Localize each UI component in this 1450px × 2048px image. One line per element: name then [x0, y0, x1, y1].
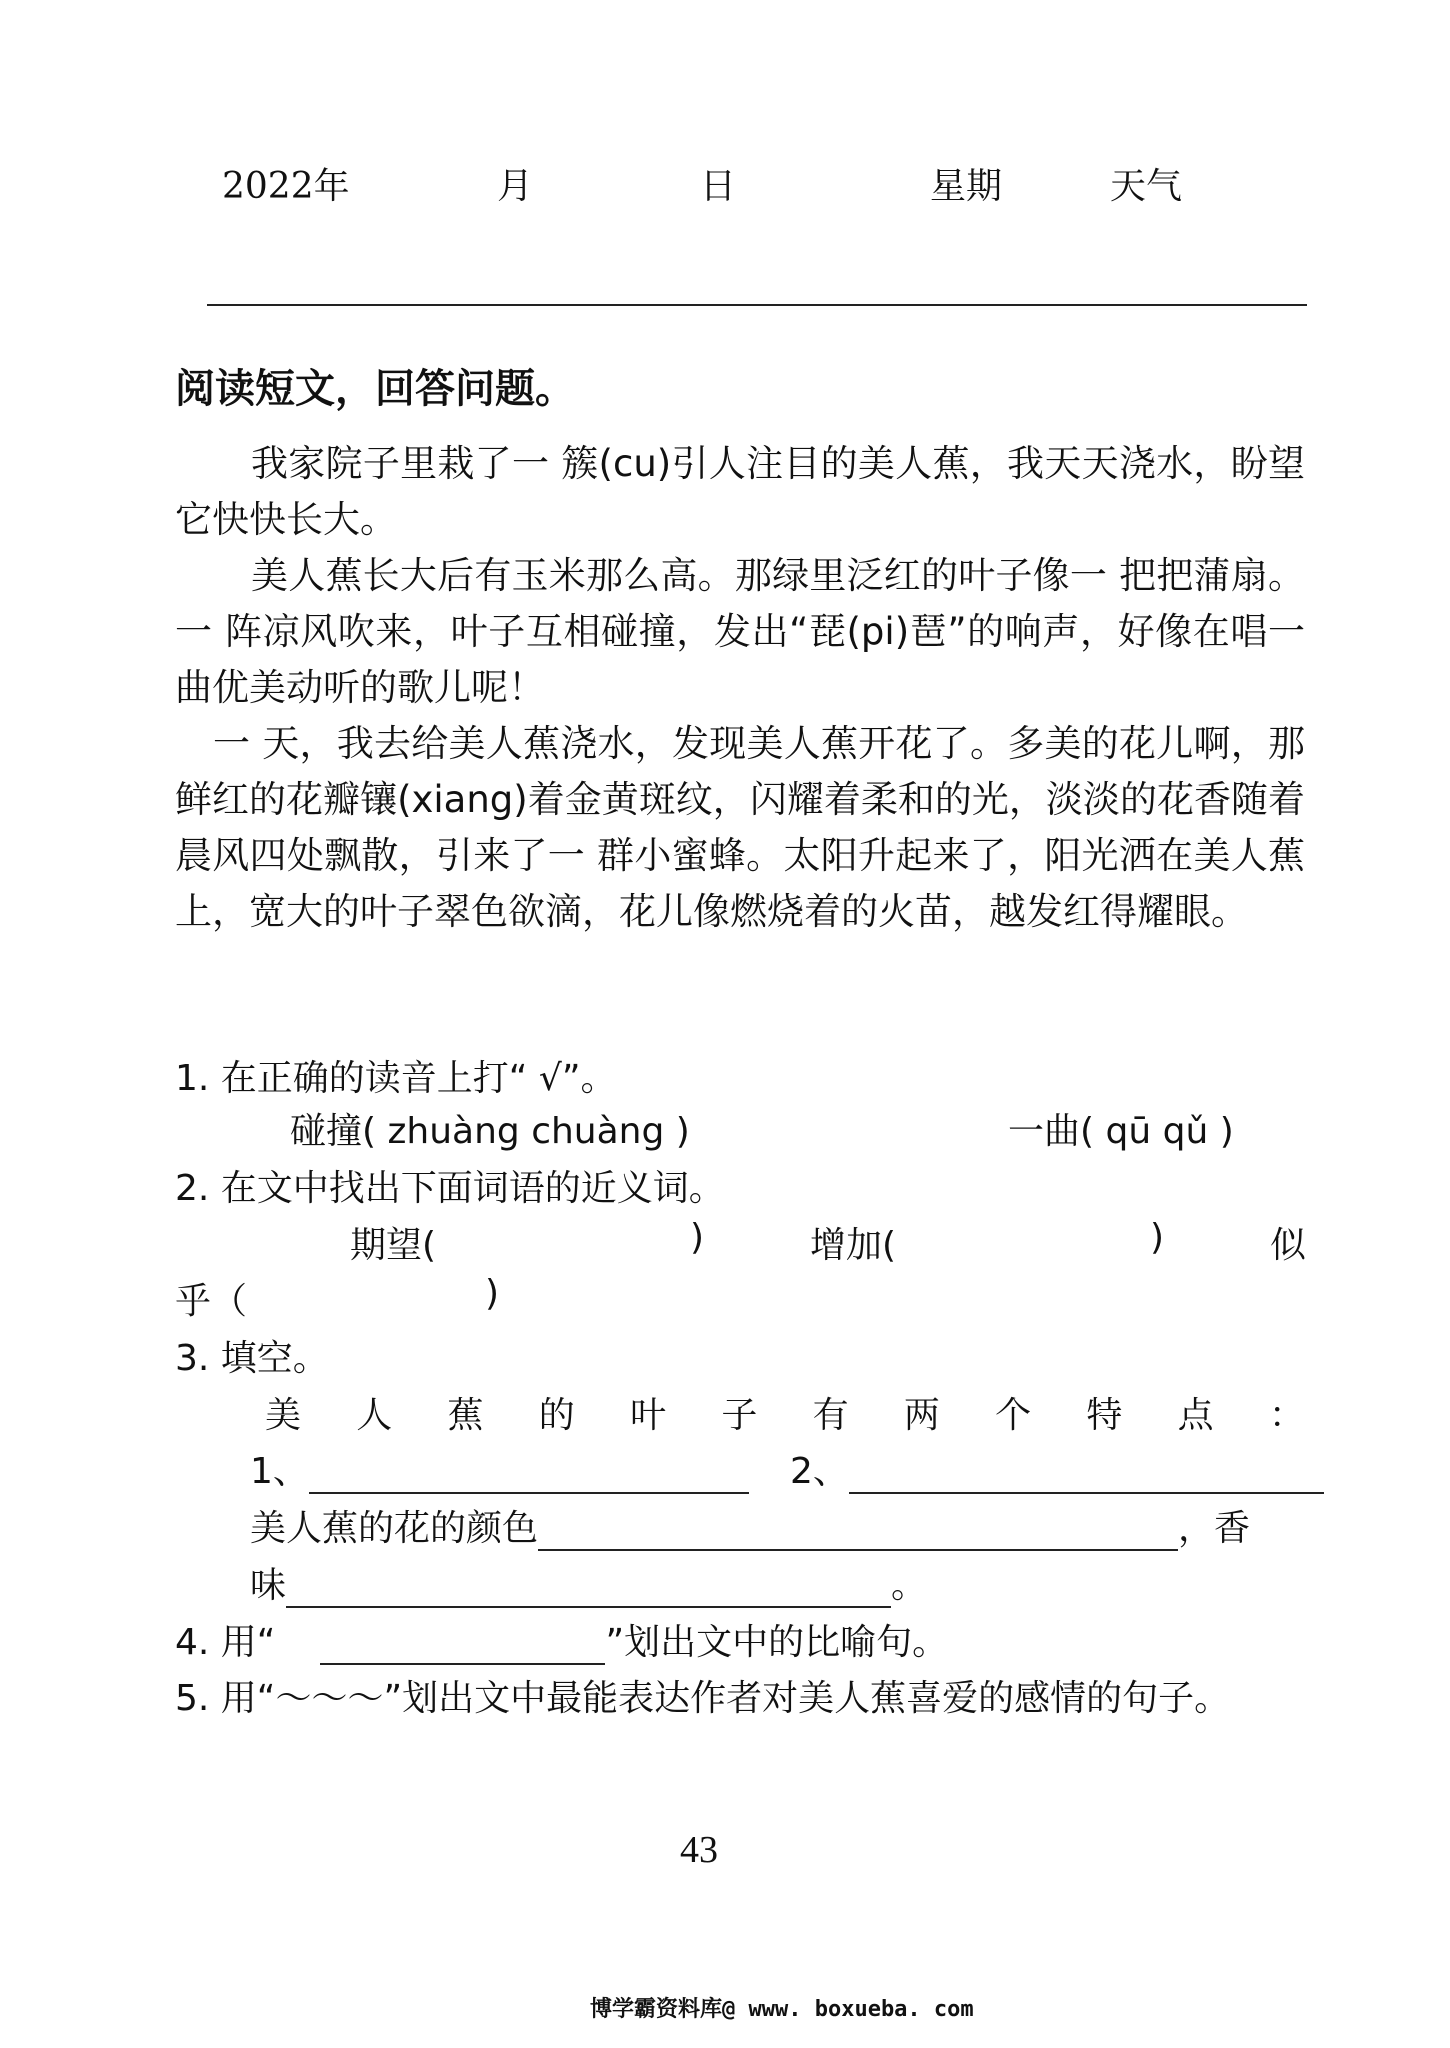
question-4-prefix: 4. 用“ [175, 1622, 276, 1663]
question-2-word-d: 乎（ [175, 1281, 248, 1322]
char: 的 [538, 1395, 575, 1436]
underline-sample [320, 1623, 605, 1665]
question-1: 1. 在正确的读音上打“ √”。 [175, 1058, 617, 1099]
char: 人 [356, 1395, 393, 1436]
smell-end: 。 [891, 1565, 928, 1606]
header-month: 月 [497, 166, 534, 207]
question-3-item-2 [790, 1443, 1324, 1494]
answer-blank-1[interactable] [309, 1452, 749, 1494]
char: 点 [1177, 1395, 1214, 1436]
char: 特 [1086, 1395, 1123, 1436]
char: 子 [721, 1395, 758, 1436]
question-2-close-a: ) [690, 1217, 705, 1258]
footer-watermark: 博学霸资料库@ www. boxueba. com [590, 1997, 974, 2022]
question-1-option-a: 碰撞( zhuàng chuàng ) [290, 1111, 690, 1152]
header-weather: 天气 [1110, 166, 1183, 207]
question-4 [175, 1614, 948, 1665]
answer-blank-smell[interactable] [286, 1566, 891, 1608]
answer-blank-color[interactable] [538, 1509, 1178, 1551]
header-divider [207, 304, 1307, 306]
char: 蕉 [447, 1395, 484, 1436]
item-1-label: 1、 [250, 1451, 309, 1492]
header-day: 日 [700, 166, 737, 207]
smell-label: 味 [250, 1565, 287, 1606]
question-2-word-a: 期望( [350, 1225, 437, 1266]
header-weekday: 星期 [930, 166, 1003, 207]
question-5: 5. 用“～～～”划出文中最能表达作者对美人蕉喜爱的感情的句子。 [175, 1678, 1231, 1719]
question-2-word-c: 似 [1270, 1225, 1307, 1266]
passage-paragraph-3: 一 天，我去给美人蕉浇水，发现美人蕉开花了。多美的花儿啊，那鲜红的花瓣镶(xiang)着金黄斑纹，闪耀着柔和的光，淡淡的花香随着晨风四处飘散，引来了一 群小蜜蜂。太阳升起来了，阳光洒在美人蕉上，宽大的叶子翠色欲滴，花儿像燃烧着的火苗，越发红得耀眼。 [175, 722, 1305, 933]
char: 美 [265, 1395, 302, 1436]
question-2: 2. 在文中找出下面词语的近义词。 [175, 1168, 725, 1209]
question-4-suffix: ”划出文中的比喻句。 [605, 1622, 949, 1663]
question-3-item-1 [250, 1443, 749, 1494]
question-3-leaf-line [265, 1387, 1305, 1438]
page-number: 43 [680, 1829, 718, 1871]
item-2-label: 2、 [790, 1451, 849, 1492]
question-3-smell-line [250, 1557, 927, 1608]
char: ： [1268, 1395, 1305, 1436]
question-3: 3. 填空。 [175, 1338, 329, 1379]
question-1-option-b: 一曲( qū qǔ ) [1008, 1111, 1234, 1152]
question-3-color-line [250, 1500, 1250, 1551]
header-year: 2022年 [222, 166, 350, 207]
passage-paragraph-2: 美人蕉长大后有玉米那么高。那绿里泛红的叶子像一 把把蒲扇。一 阵凉风吹来，叶子互相碰撞，发出“琵(pi)琶”的响声，好像在唱一 曲优美动听的歌儿呢！ [175, 554, 1305, 709]
exercise-title: 阅读短文，回答问题。 [175, 366, 575, 412]
char: 两 [903, 1395, 940, 1436]
answer-blank-2[interactable] [849, 1452, 1324, 1494]
color-comma: ，香 [1178, 1508, 1251, 1549]
question-2-close-d: ) [485, 1273, 500, 1314]
char: 叶 [630, 1395, 667, 1436]
color-label: 美人蕉的花的颜色 [250, 1508, 539, 1549]
char: 有 [812, 1395, 849, 1436]
question-2-word-b: 增加( [810, 1225, 897, 1266]
char: 个 [995, 1395, 1032, 1436]
question-2-close-b: ) [1150, 1217, 1165, 1258]
passage-paragraph-1: 我家院子里栽了一 簇(cu)引人注目的美人蕉，我天天浇水，盼望它快快长大。 [175, 442, 1305, 541]
